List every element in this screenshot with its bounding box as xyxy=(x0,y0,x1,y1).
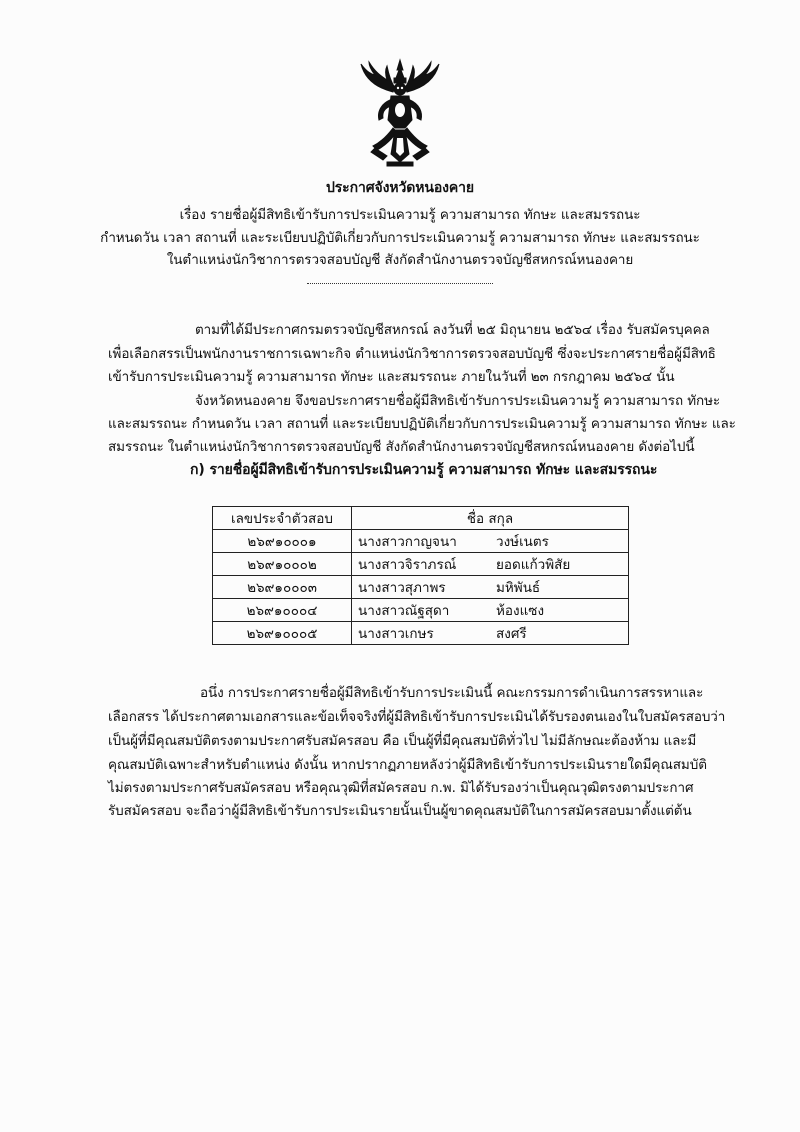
first-name: นางสาวณัฐสุดา xyxy=(358,603,450,619)
paragraph-2-line-6: รับสมัครสอบ จะถือว่าผู้มีสิทธิเข้ารับการประเมินรายนั้นเป็นผู้ขาดคุณสมบัติในการสมัครสอบมาตั้งแต่ต้น xyxy=(108,803,692,819)
garuda-emblem-icon xyxy=(357,58,443,170)
header-full-name: ชื่อ สกุล xyxy=(352,507,629,530)
table-row xyxy=(213,599,629,622)
name-cell xyxy=(352,576,629,599)
section-a-heading: ก) รายชื่อผู้มีสิทธิเข้ารับการประเมินความรู้ ความสามารถ ทักษะ และสมรรถนะ xyxy=(190,462,658,478)
name-cell xyxy=(352,599,629,622)
candidate-table xyxy=(212,506,629,645)
last-name: วงษ์เนตร xyxy=(496,534,549,550)
paragraph-1-line-3: เข้ารับการประเมินความรู้ ความสามารถ ทักษะ และสมรรถนะ ภายในวันที่ ๒๓ กรกฎาคม ๒๕๖๔ นั้น xyxy=(108,369,675,385)
paragraph-2-line-1: อนึ่ง การประกาศรายชื่อผู้มีสิทธิเข้ารับการประเมินนี้ คณะกรรมการดำเนินการสรรหาและ xyxy=(200,685,704,701)
exam-id-cell: ๒๖๙๑๐๐๐๓ xyxy=(213,576,352,599)
subject-line-1: เรื่อง รายชื่อผู้มีสิทธิเข้ารับการประเมินความรู้ ความสามารถ ทักษะ และสมรรถนะ xyxy=(179,207,641,223)
paragraph-1-line-5: และสมรรถนะ กำหนดวัน เวลา สถานที่ และระเบียบปฏิบัติเกี่ยวกับการประเมินความรู้ ความสามารถ ทักษะ และ xyxy=(108,416,736,432)
subject-line-2: กำหนดวัน เวลา สถานที่ และระเบียบปฏิบัติเกี่ยวกับการประเมินความรู้ ความสามารถ ทักษะ และสมรรถนะ xyxy=(100,230,700,246)
table-row xyxy=(213,530,629,553)
last-name: ยอดแก้วพิสัย xyxy=(496,557,571,573)
last-name: สงศรี xyxy=(496,626,527,642)
paragraph-1-line-1: ตามที่ได้มีประกาศกรมตรวจบัญชีสหกรณ์ ลงวันที่ ๒๕ มิถุนายน ๒๕๖๔ เรื่อง รับสมัครบุคคล xyxy=(195,322,710,338)
table-header-row xyxy=(213,507,629,530)
first-name: นางสาวสุภาพร xyxy=(358,580,446,596)
exam-id-cell: ๒๖๙๑๐๐๐๔ xyxy=(213,599,352,622)
last-name: มหิพันธ์ xyxy=(496,580,541,596)
exam-id-cell: ๒๖๙๑๐๐๐๑ xyxy=(213,530,352,553)
header-exam-id: เลขประจำตัวสอบ xyxy=(213,507,352,530)
name-cell xyxy=(352,622,629,645)
separator-dotted xyxy=(307,283,493,284)
table-row xyxy=(213,576,629,599)
exam-id-cell: ๒๖๙๑๐๐๐๒ xyxy=(213,553,352,576)
first-name: นางสาวจิราภรณ์ xyxy=(358,557,457,573)
subject-line-3: ในตำแหน่งนักวิชาการตรวจสอบบัญชี สังกัดสำนักงานตรวจบัญชีสหกรณ์หนองคาย xyxy=(166,252,634,268)
paragraph-2-line-3: เป็นผู้ที่มีคุณสมบัติตรงตามประกาศรับสมัครสอบ คือ เป็นผู้ที่มีคุณสมบัติทั่วไป ไม่มีลักษณะต้องห้าม และมี xyxy=(108,733,697,749)
first-name: นางสาวเกษร xyxy=(358,626,434,642)
announcement-title: ประกาศจังหวัดหนองคาย xyxy=(325,180,475,196)
paragraph-2-line-2: เลือกสรร ได้ประกาศตามเอกสารและข้อเท็จจริงที่ผู้มีสิทธิเข้ารับการประเมินได้รับรองตนเองในใบสมัครสอบว่า xyxy=(108,709,726,725)
paragraph-1-line-2: เพื่อเลือกสรรเป็นพนักงานราชการเฉพาะกิจ ตำแหน่งนักวิชาการตรวจสอบบัญชี ซึ่งจะประกาศรายชื่อผู้มีสิทธิ xyxy=(108,346,716,362)
paragraph-1-line-4: จังหวัดหนองคาย จึงขอประกาศรายชื่อผู้มีสิทธิเข้ารับการประเมินความรู้ ความสามารถ ทักษะ xyxy=(195,393,721,409)
paragraph-2-line-4: คุณสมบัติเฉพาะสำหรับตำแหน่ง ดังนั้น หากปรากฏภายหลังว่าผู้มีสิทธิเข้ารับการประเมินรายใดมีคุณสมบัติ xyxy=(108,757,707,773)
name-cell xyxy=(352,530,629,553)
table-row xyxy=(213,622,629,645)
exam-id-cell: ๒๖๙๑๐๐๐๕ xyxy=(213,622,352,645)
name-cell xyxy=(352,553,629,576)
last-name: ห้องแซง xyxy=(496,603,545,619)
paragraph-2-line-5: ไม่ตรงตามประกาศรับสมัครสอบ หรือคุณวุฒิที่สมัครสอบ ก.พ. มิได้รับรองว่าเป็นคุณวุฒิตรงตามประกาศ xyxy=(108,780,694,796)
first-name: นางสาวกาญจนา xyxy=(358,534,457,550)
paragraph-1-line-6: สมรรถนะ ในตำแหน่งนักวิชาการตรวจสอบบัญชี สังกัดสำนักงานตรวจบัญชีสหกรณ์หนองคาย ดังต่อไปนี้ xyxy=(108,439,695,455)
table-row xyxy=(213,553,629,576)
